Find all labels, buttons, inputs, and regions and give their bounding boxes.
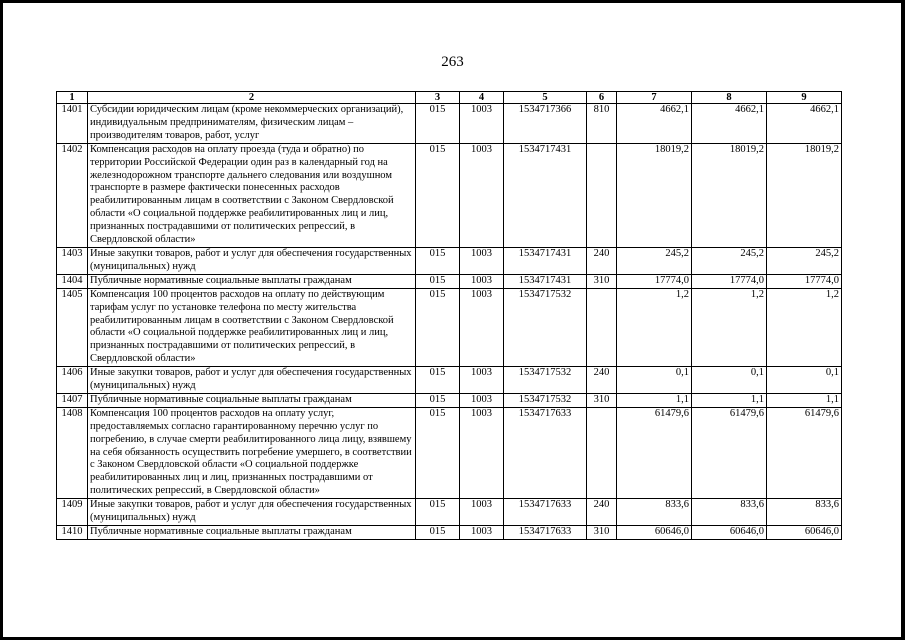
row-number: 1408 <box>57 407 88 498</box>
row-code-6 <box>587 407 617 498</box>
row-amount-7: 60646,0 <box>617 526 692 540</box>
row-amount-7: 0,1 <box>617 367 692 394</box>
row-code-3: 015 <box>416 393 460 407</box>
row-name: Субсидии юридическим лицам (кроме некоммерческих организаций), индивидуальным предпринимателям, физическим лицам – производителям товаров, работ, услуг <box>88 104 416 144</box>
row-name: Иные закупки товаров, работ и услуг для обеспечения государственных (муниципальных) нужд <box>88 247 416 274</box>
scan-border-left <box>0 0 3 640</box>
row-amount-8: 833,6 <box>692 499 767 526</box>
row-name: Иные закупки товаров, работ и услуг для обеспечения государственных (муниципальных) нужд <box>88 367 416 394</box>
row-code-4: 1003 <box>460 104 504 144</box>
row-amount-7: 245,2 <box>617 247 692 274</box>
row-code-3: 015 <box>416 288 460 366</box>
row-code-4: 1003 <box>460 288 504 366</box>
row-code-4: 1003 <box>460 393 504 407</box>
column-header: 2 <box>88 92 416 104</box>
column-header: 5 <box>504 92 587 104</box>
row-name: Публичные нормативные социальные выплаты гражданам <box>88 274 416 288</box>
table-row <box>57 247 842 274</box>
page-number: 263 <box>441 54 464 70</box>
row-number: 1401 <box>57 104 88 144</box>
row-code-4: 1003 <box>460 367 504 394</box>
row-code-3: 015 <box>416 526 460 540</box>
column-header: 9 <box>767 92 842 104</box>
table-row <box>57 274 842 288</box>
row-number: 1403 <box>57 247 88 274</box>
row-code-4: 1003 <box>460 247 504 274</box>
row-code-4: 1003 <box>460 499 504 526</box>
row-code-3: 015 <box>416 247 460 274</box>
row-amount-9: 1,1 <box>767 393 842 407</box>
row-name: Компенсация 100 процентов расходов на оплату услуг, предоставляемых согласно гарантированному перечню услуг по погребению, в случае смерти реабилитированного лица лицу, взявшему на себя обязанность осуществить погребение умершего, в соответствии с Законом Свердловской области «О социальной поддержке реабилитированных лиц и лиц, признанных пострадавшими от политических репрессий, в Свердловской области» <box>88 407 416 498</box>
row-code-5: 1534717633 <box>504 526 587 540</box>
row-code-6: 240 <box>587 499 617 526</box>
row-amount-9: 17774,0 <box>767 274 842 288</box>
row-amount-7: 18019,2 <box>617 143 692 247</box>
scan-border-top <box>0 0 905 3</box>
row-code-6: 310 <box>587 393 617 407</box>
table-row <box>57 143 842 247</box>
row-amount-8: 245,2 <box>692 247 767 274</box>
row-amount-8: 4662,1 <box>692 104 767 144</box>
row-amount-8: 0,1 <box>692 367 767 394</box>
row-amount-9: 18019,2 <box>767 143 842 247</box>
row-code-3: 015 <box>416 274 460 288</box>
row-name: Компенсация 100 процентов расходов на оплату по действующим тарифам услуг по установке телефона по месту жительства реабилитированным лицам в соответствии с Законом Свердловской области «О социальной поддержке реабилитированных лиц и лиц, признанных пострадавшими от политических репрессий, в Свердловской области» <box>88 288 416 366</box>
row-code-4: 1003 <box>460 143 504 247</box>
row-number: 1406 <box>57 367 88 394</box>
row-code-5: 1534717532 <box>504 288 587 366</box>
budget-table <box>56 91 842 540</box>
row-amount-7: 17774,0 <box>617 274 692 288</box>
column-header: 7 <box>617 92 692 104</box>
row-amount-9: 833,6 <box>767 499 842 526</box>
row-code-5: 1534717366 <box>504 104 587 144</box>
column-header: 4 <box>460 92 504 104</box>
column-header: 3 <box>416 92 460 104</box>
row-number: 1410 <box>57 526 88 540</box>
row-code-5: 1534717431 <box>504 274 587 288</box>
row-amount-8: 18019,2 <box>692 143 767 247</box>
row-code-5: 1534717431 <box>504 247 587 274</box>
table-row <box>57 407 842 498</box>
row-code-6: 810 <box>587 104 617 144</box>
row-amount-8: 60646,0 <box>692 526 767 540</box>
row-code-6: 240 <box>587 367 617 394</box>
table-row <box>57 393 842 407</box>
row-amount-8: 61479,6 <box>692 407 767 498</box>
row-code-4: 1003 <box>460 526 504 540</box>
row-amount-7: 1,1 <box>617 393 692 407</box>
row-number: 1402 <box>57 143 88 247</box>
row-code-3: 015 <box>416 367 460 394</box>
row-code-5: 1534717532 <box>504 393 587 407</box>
row-amount-9: 1,2 <box>767 288 842 366</box>
row-code-6: 310 <box>587 274 617 288</box>
row-number: 1404 <box>57 274 88 288</box>
row-code-3: 015 <box>416 499 460 526</box>
table-row <box>57 104 842 144</box>
row-amount-9: 0,1 <box>767 367 842 394</box>
row-amount-8: 1,2 <box>692 288 767 366</box>
table-row <box>57 526 842 540</box>
row-code-5: 1534717532 <box>504 367 587 394</box>
scan-border-right <box>901 0 905 640</box>
row-number: 1407 <box>57 393 88 407</box>
row-code-3: 015 <box>416 407 460 498</box>
row-amount-7: 1,2 <box>617 288 692 366</box>
column-header: 6 <box>587 92 617 104</box>
table-row <box>57 288 842 366</box>
table-row <box>57 499 842 526</box>
column-header: 1 <box>57 92 88 104</box>
row-amount-7: 4662,1 <box>617 104 692 144</box>
row-amount-8: 17774,0 <box>692 274 767 288</box>
row-code-5: 1534717633 <box>504 499 587 526</box>
row-code-4: 1003 <box>460 407 504 498</box>
row-name: Компенсация расходов на оплату проезда (туда и обратно) по территории Российской Федерации один раз в календарный год на железнодорожном транспорте дальнего следования или воздушном транспорте в размере фактически понесенных расходов реабилитированным лицам в соответствии с Законом Свердловской области «О социальной поддержке реабилитированных лиц и лиц, признанных пострадавшими от политических репрессий, в Свердловской области» <box>88 143 416 247</box>
row-name: Публичные нормативные социальные выплаты гражданам <box>88 526 416 540</box>
row-code-6 <box>587 143 617 247</box>
row-code-5: 1534717633 <box>504 407 587 498</box>
row-code-6: 310 <box>587 526 617 540</box>
row-amount-9: 60646,0 <box>767 526 842 540</box>
row-number: 1405 <box>57 288 88 366</box>
row-amount-9: 61479,6 <box>767 407 842 498</box>
row-name: Публичные нормативные социальные выплаты гражданам <box>88 393 416 407</box>
table-row <box>57 367 842 394</box>
column-header: 8 <box>692 92 767 104</box>
row-code-5: 1534717431 <box>504 143 587 247</box>
header-row <box>57 92 842 104</box>
row-code-3: 015 <box>416 104 460 144</box>
row-code-6: 240 <box>587 247 617 274</box>
row-code-6 <box>587 288 617 366</box>
row-code-3: 015 <box>416 143 460 247</box>
row-number: 1409 <box>57 499 88 526</box>
row-amount-7: 833,6 <box>617 499 692 526</box>
row-amount-7: 61479,6 <box>617 407 692 498</box>
row-amount-9: 245,2 <box>767 247 842 274</box>
row-code-4: 1003 <box>460 274 504 288</box>
row-amount-9: 4662,1 <box>767 104 842 144</box>
row-amount-8: 1,1 <box>692 393 767 407</box>
row-name: Иные закупки товаров, работ и услуг для обеспечения государственных (муниципальных) нужд <box>88 499 416 526</box>
